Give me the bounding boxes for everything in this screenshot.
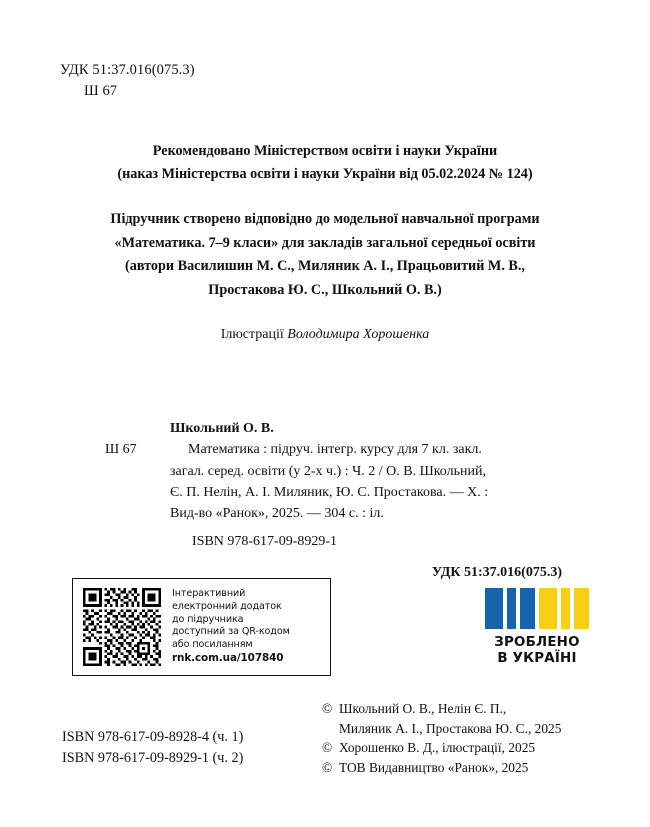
shelf-code-top: Ш 67	[84, 83, 118, 100]
qr-text-line-1: Інтерактивний	[172, 587, 246, 599]
biblio-line-2: загал. серед. освіти (у 2-х ч.) : Ч. 2 / О. В. Школьний,	[170, 463, 486, 479]
biblio-line-1: Математика : підруч. інтегр. курсу для 7 кл. закл.	[188, 442, 482, 458]
ukraine-flag-bars-icon	[483, 588, 591, 629]
qr-text-line-5: або посиланням	[172, 639, 253, 651]
copyright-authors-line-2: Миляник А. І., Простакова Ю. С., 2025	[339, 720, 562, 736]
isbn-part-1: ISBN 978-617-09-8928-4 (ч. 1)	[62, 729, 244, 745]
illustrator-name: Володимира Хорошенка	[287, 327, 430, 342]
caption-line-1: ЗРОБЛЕНО	[494, 635, 580, 650]
recommendation-line-1: Рекомендовано Міністерством освіти і науки України	[152, 143, 498, 159]
biblio-author: Школьний О. В.	[170, 421, 274, 436]
ministry-recommendation	[0, 140, 650, 186]
programme-line-3: (автори Василишин М. С., Миляник А. І., Працьовитий М. В.,	[125, 258, 525, 275]
qr-code-icon[interactable]	[83, 588, 161, 666]
copyright-icon-3: ©	[322, 759, 333, 775]
caption-line-2: В УКРАЇНІ	[497, 650, 577, 666]
flag-bar-5	[561, 588, 570, 629]
qr-text-line-3: до підручника	[172, 613, 244, 625]
copyright-row-publisher	[322, 758, 561, 778]
copyright-icon-2: ©	[322, 740, 333, 756]
qr-promo-box[interactable]	[72, 578, 331, 676]
copyright-publisher: ТОВ Видавництво «Ранок», 2025	[339, 759, 529, 775]
copyright-block	[322, 699, 561, 777]
recommendation-line-2: (наказ Міністерства освіти і науки України від 05.02.2024 № 124)	[117, 166, 533, 182]
programme-line-2: «Математика. 7–9 класи» для закладів загальної середньої освіти	[114, 234, 536, 251]
flag-bar-2	[507, 588, 516, 629]
flag-bar-6	[574, 588, 589, 629]
programme-line-1: Підручник створено відповідно до модельної навчальної програми	[110, 211, 540, 227]
copyright-row-authors	[322, 699, 561, 738]
isbn-list	[62, 727, 243, 769]
flag-bar-3	[520, 588, 535, 629]
udk-code-bottom: УДК 51:37.016(075.3)	[431, 564, 562, 580]
copyright-illustrator: Хорошенко В. Д., ілюстрації, 2025	[339, 740, 536, 756]
qr-text-line-2: електронний додаток	[172, 600, 282, 612]
programme-line-4: Простакова Ю. С., Школьний О. В.)	[208, 281, 442, 298]
copyright-icon-1: ©	[322, 701, 333, 716]
made-in-ukraine-badge	[483, 588, 591, 666]
isbn-part-2: ISBN 978-617-09-8929-1 (ч. 2)	[62, 750, 244, 767]
copyright-row-illustrator	[322, 738, 561, 758]
illustrations-label: Ілюстрації	[220, 327, 288, 342]
qr-promo-text	[172, 588, 290, 666]
qr-text-line-4: доступний за QR-кодом	[172, 626, 290, 638]
illustrator-credit	[0, 324, 650, 345]
copyright-authors-line-1: Школьний О. В., Нелін Є. П.,	[339, 701, 507, 716]
flag-bar-4	[539, 588, 557, 629]
udk-code-top: УДК 51:37.016(075.3)	[60, 62, 195, 78]
made-in-ukraine-caption	[483, 635, 591, 666]
bibliographic-record	[100, 418, 570, 583]
model-programme-note	[0, 208, 650, 302]
biblio-line-4: Вид-во «Ранок», 2025. — 304 с. : іл.	[170, 506, 384, 522]
classification-codes-top	[60, 60, 195, 102]
biblio-shelf-code: Ш 67	[105, 442, 137, 458]
biblio-description	[100, 439, 570, 524]
qr-promo-url[interactable]: rnk.com.ua/107840	[172, 652, 284, 665]
biblio-line-3: Є. П. Нелін, А. І. Миляник, Ю. С. Простакова. — Х. :	[170, 484, 489, 500]
biblio-isbn: ISBN 978-617-09-8929-1	[192, 534, 338, 550]
flag-bar-1	[485, 588, 503, 629]
